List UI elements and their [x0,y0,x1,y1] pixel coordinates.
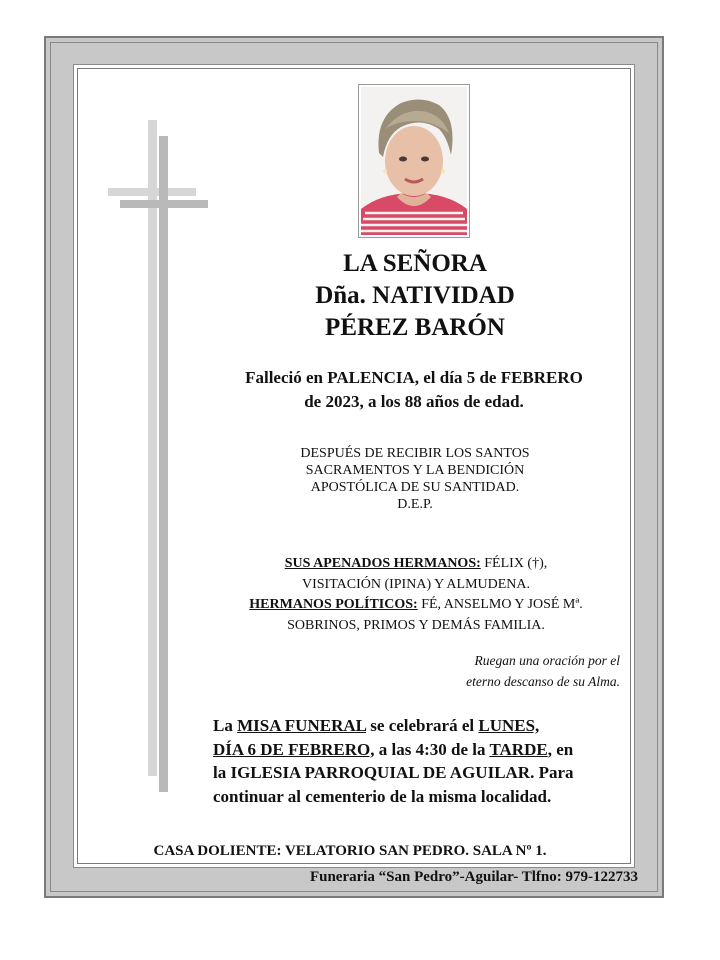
in-laws-names: FÉ, ANSELMO Y JOSÉ Mª. [417,597,583,612]
mass-text: La [213,716,238,735]
prayer-request [380,650,620,692]
prayer-line: Ruegan una oración por el [474,653,620,668]
death-info [212,366,616,414]
siblings-names: FÉLIX (†), [480,556,548,571]
sacraments-line: D.E.P. [397,497,433,512]
mass-day: LUNES, [478,716,540,735]
death-line-2: de 2023, a los 88 años de edad. [304,392,524,411]
mass-text: se celebrará el [366,716,479,735]
funeral-home-contact: Funeraria “San Pedro”-Aguilar- Tlfno: 979-122733 [309,869,638,885]
title-line: LA SEÑORA [343,250,487,277]
name-line-1: Dña. NATIVIDAD [315,282,515,309]
name-line-2: PÉREZ BARÓN [325,314,505,341]
funeral-mass-info [213,714,625,808]
portrait-photo [361,87,467,235]
death-line-1: Falleció en PALENCIA, el día 5 de FEBRERO [245,368,583,387]
mass-line-4: continuar al cementerio de la misma localidad. [213,786,552,806]
sacraments-line: DESPUÉS DE RECIBIR LOS SANTOS [300,446,530,461]
mass-time-of-day: TARDE [489,739,548,759]
in-laws-line [200,595,632,616]
mass-line-3: la IGLESIA PARROQUIAL DE AGUILAR. Para [213,763,574,782]
in-laws-label: HERMANOS POLÍTICOS: [249,597,418,612]
other-family: SOBRINOS, PRIMOS Y DEMÁS FAMILIA. [287,617,545,633]
deceased-name [220,248,610,344]
deceased-portrait [358,84,470,238]
mass-text: a las 4:30 de la [374,739,490,759]
mourning-house: CASA DOLIENTE: VELATORIO SAN PEDRO. SALA Nº 1. [153,843,547,859]
siblings-line-1 [200,554,632,575]
mass-text: , en [547,739,574,759]
sacraments-line: SACRAMENTOS Y LA BENDICIÓN [305,463,525,478]
family-list [200,554,632,636]
mass-line-1 [213,714,625,738]
sacraments-line: APOSTÓLICA DE SU SANTIDAD. [310,480,520,495]
mass-line-2 [213,738,625,762]
prayer-line: eterno descanso de su Alma. [466,674,620,689]
mass-date: DÍA 6 DE FEBRERO, [213,739,375,759]
sacraments-text [230,445,600,513]
siblings-label: SUS APENADOS HERMANOS: [284,556,481,571]
siblings-line-2: VISITACIÓN (IPINA) Y ALMUDENA. [301,576,531,592]
mass-highlight: MISA FUNERAL [237,716,367,735]
